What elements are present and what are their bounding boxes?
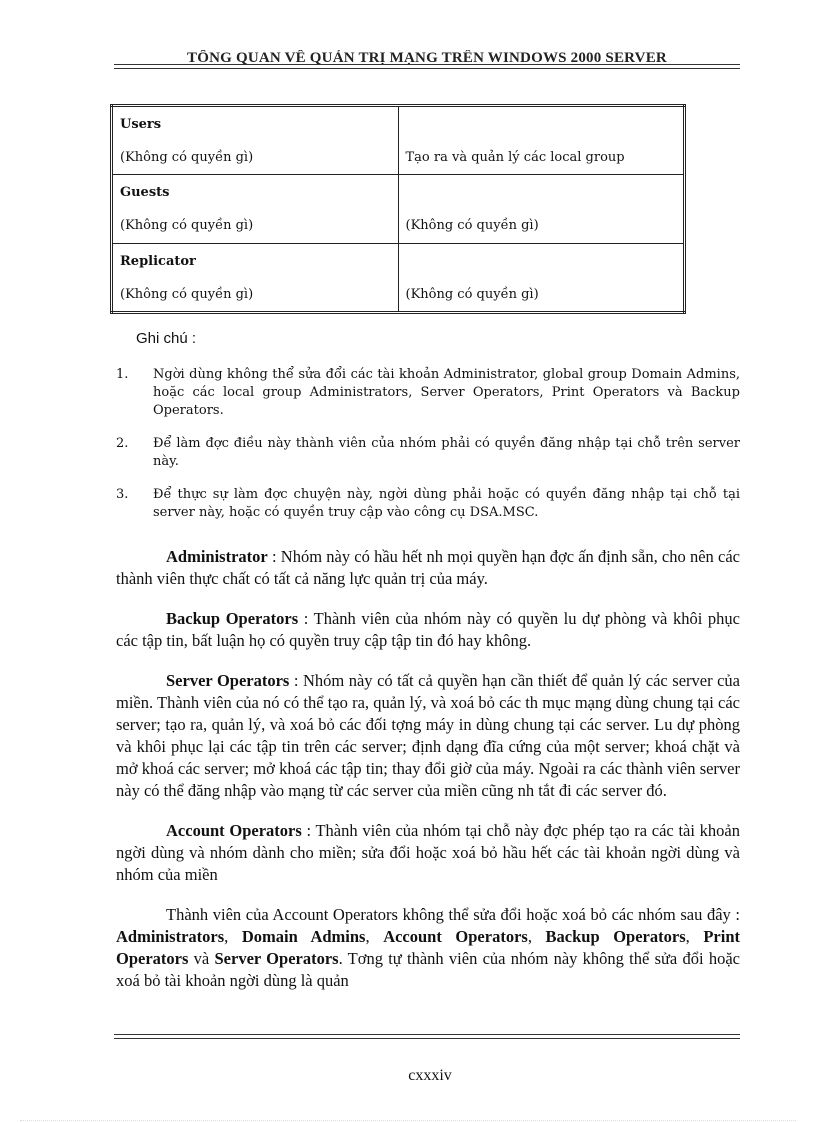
list-item: [116, 486, 740, 522]
group-name: Users: [120, 117, 162, 132]
notes-list: [116, 366, 740, 537]
table-cell: [112, 244, 399, 313]
header-rule: [114, 64, 740, 65]
paragraph-administrator: [116, 546, 740, 590]
list-item: [116, 366, 740, 420]
separator: và: [188, 949, 215, 968]
note-text: Ngời dùng không thể sửa đổi các tài khoản Administrator, global group Domain Admins, hoặc các local group Administrators, Server Operators, Print Operators và Backup Operators.: [153, 367, 740, 418]
note-number: 3.: [116, 487, 129, 502]
paragraph-text: . Tơng tự thành viên của nhóm này không thể sửa đổi hoặc xoá bỏ tài khoản ngời dùng là quản: [116, 949, 740, 990]
paragraph-text: : Nhóm này có hầu hết nh mọi quyền hạn đợc ấn định sẵn, cho nên các thành viên thực chất có tất cả năng lực quản trị của máy.: [116, 547, 740, 588]
separator: ,: [685, 927, 704, 946]
term: Account Operators: [166, 821, 302, 840]
footer-rule: [114, 1038, 740, 1039]
header-rule: [114, 68, 740, 69]
page-header: TỔNG QUAN VỀ QUẢN TRỊ MẠNG TRÊN WINDOWS 2000 SERVER: [187, 50, 667, 66]
table-cell: [112, 106, 399, 175]
table-row: [112, 175, 685, 244]
term: Backup Operators: [166, 609, 299, 628]
page-number: cxxxiv: [408, 1067, 452, 1084]
group-name: Server Operators: [214, 949, 339, 968]
notes-heading: Ghi chú :: [136, 330, 197, 347]
paragraph-text: : Thành viên của nhóm tại chỗ này đợc phép tạo ra các tài khoản ngời dùng và nhóm dành cho miền; sửa đổi hoặc xoá bỏ hầu hết các tài khoản ngời dùng và nhóm của miền: [116, 821, 740, 884]
table-cell: [112, 175, 399, 244]
group-right-note: (Không có quyền gì): [405, 218, 539, 233]
list-item: [116, 435, 740, 471]
separator: ,: [224, 927, 242, 946]
term: Server Operators: [166, 671, 290, 690]
group-name: Guests: [120, 185, 170, 200]
note-text: Để làm đợc điều này thành viên của nhóm phải có quyền đăng nhập tại chỗ trên server này.: [153, 436, 740, 469]
group-note: (Không có quyền gì): [120, 287, 254, 302]
group-name: Print Operators: [116, 927, 740, 968]
group-name: Domain Admins: [241, 927, 366, 946]
paragraph-text: Thành viên của Account Operators không thể sửa đổi hoặc xoá bỏ các nhóm sau đây :: [166, 905, 740, 924]
group-right-note: Tạo ra và quản lý các local group: [405, 150, 625, 165]
table-cell: [398, 106, 685, 175]
group-name: Backup Operators: [545, 927, 686, 946]
term: Administrator: [166, 547, 268, 566]
page-edge: [20, 1120, 796, 1121]
separator: ,: [365, 927, 384, 946]
separator: ,: [527, 927, 546, 946]
note-text: Để thực sự làm đợc chuyện này, ngời dùng phải hoặc có quyền đăng nhập tại chỗ tại server này, hoặc có quyền truy cập vào công cụ DSA.MSC.: [153, 487, 740, 520]
paragraph-server-operators: [116, 670, 740, 802]
paragraph-backup-operators: [116, 608, 740, 652]
footer-rule: [114, 1034, 740, 1035]
paragraph-text: : Thành viên của nhóm này có quyền lu dự phòng và khôi phục các tập tin, bất luận họ có quyền truy cập tập tin đó hay không.: [116, 609, 740, 650]
table-row: [112, 244, 685, 313]
paragraph-account-restrictions: [116, 904, 740, 992]
group-note: (Không có quyền gì): [120, 150, 254, 165]
group-name: Administrators: [116, 927, 225, 946]
table-cell: [398, 175, 685, 244]
group-name: Account Operators: [383, 927, 528, 946]
permissions-table: [110, 104, 686, 314]
table-row: [112, 106, 685, 175]
group-right-note: (Không có quyền gì): [405, 287, 539, 302]
paragraph-text: : Nhóm này có tất cả quyền hạn cần thiết để quản lý các server của miền. Thành viên của nó có thể tạo ra, quản lý, và xoá bỏ các th mục mạng dùng chung tại các server; tạo ra, quản lý, và xoá bỏ các đối tợng máy in dùng chung tại các server. Lu dự phòng và khôi phục lại các tập tin trên các server; định dạng đĩa cứng của một server; khoá chặt và mở khoá các server; mở khoá các tập tin; thay đổi giờ của máy. Ngoài ra các thành viên server này có thể đăng nhập vào mạng từ các server của miền cũng nh tắt đi các server đó.: [116, 671, 740, 800]
paragraph-account-operators: [116, 820, 740, 886]
group-name: Replicator: [120, 254, 196, 269]
table-cell: [398, 244, 685, 313]
group-note: (Không có quyền gì): [120, 218, 254, 233]
note-number: 1.: [116, 367, 129, 382]
note-number: 2.: [116, 436, 129, 451]
body-text: [116, 546, 740, 1010]
